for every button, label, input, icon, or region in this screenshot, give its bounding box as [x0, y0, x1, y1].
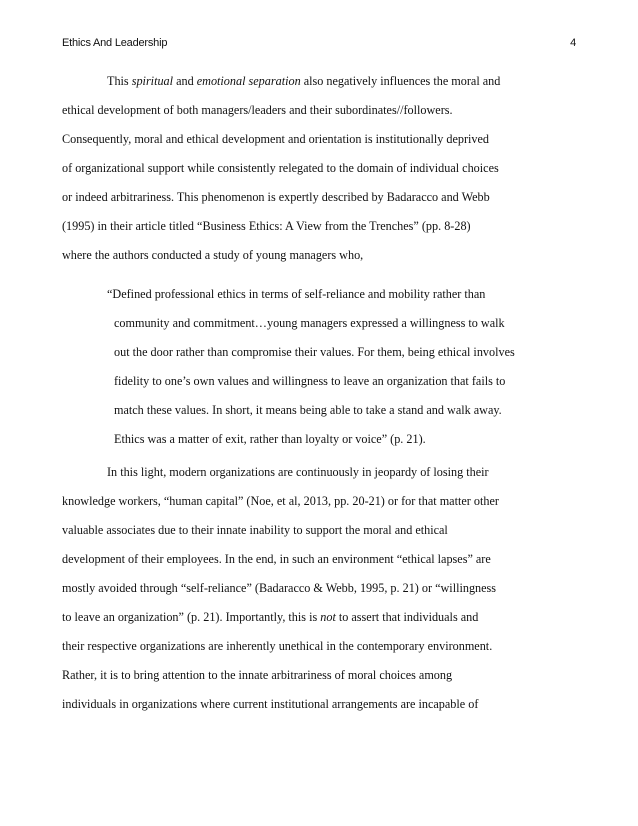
text-line [107, 72, 500, 90]
text-line: development of their employees. In the end, in such an environment “ethical lapses” are [62, 552, 491, 566]
text-line: of organizational support while consistently relegated to the domain of individual choices [62, 161, 499, 175]
text-line: community and commitment…young managers expressed a willingness to walk [114, 316, 505, 330]
text-line [62, 608, 478, 626]
text-line: where the authors conducted a study of young managers who, [62, 248, 364, 262]
text-line: their respective organizations are inherently unethical in the contemporary environment. [62, 639, 493, 653]
page-header [62, 37, 576, 53]
text-run: also negatively influences the moral and [300, 74, 501, 88]
text-line: ethical development of both managers/leaders and their subordinates//followers. [62, 103, 453, 117]
text-line: Ethics was a matter of exit, rather than loyalty or voice” (p. 21). [114, 432, 426, 446]
text-run: to assert that individuals and [335, 610, 479, 624]
text-run: and [173, 74, 197, 88]
page-number: 4 [570, 37, 576, 49]
running-head: Ethics And Leadership [62, 37, 168, 49]
text-line: knowledge workers, “human capital” (Noe, et al, 2013, pp. 20-21) or for that matter other [62, 494, 499, 508]
italic-text: not [320, 610, 336, 624]
text-line: Rather, it is to bring attention to the innate arbitrariness of moral choices among [62, 668, 453, 682]
text-line: valuable associates due to their innate inability to support the moral and ethical [62, 523, 448, 537]
text-line: or indeed arbitrariness. This phenomenon is expertly described by Badaracco and Webb [62, 190, 490, 204]
text-line: Consequently, moral and ethical development and orientation is institutionally deprived [62, 132, 490, 146]
text-run: to leave an organization” (p. 21). Importantly, this is [62, 610, 321, 624]
italic-text: emotional separation [196, 74, 301, 88]
text-run: This [107, 74, 132, 88]
text-line: fidelity to one’s own values and willingness to leave an organization that fails to [114, 374, 506, 388]
text-line: match these values. In short, it means being able to take a stand and walk away. [114, 403, 502, 417]
text-line: In this light, modern organizations are continuously in jeopardy of losing their [107, 465, 489, 479]
text-line: out the door rather than compromise their values. For them, being ethical involves [114, 345, 515, 359]
text-line: mostly avoided through “self-reliance” (Badaracco & Webb, 1995, p. 21) or “willingness [62, 581, 497, 595]
italic-text: spiritual [131, 74, 174, 88]
text-line: “Defined professional ethics in terms of self-reliance and mobility rather than [107, 287, 486, 301]
text-line: individuals in organizations where current institutional arrangements are incapable of [62, 697, 479, 711]
text-line: (1995) in their article titled “Business Ethics: A View from the Trenches” (pp. 8-28) [62, 219, 471, 233]
